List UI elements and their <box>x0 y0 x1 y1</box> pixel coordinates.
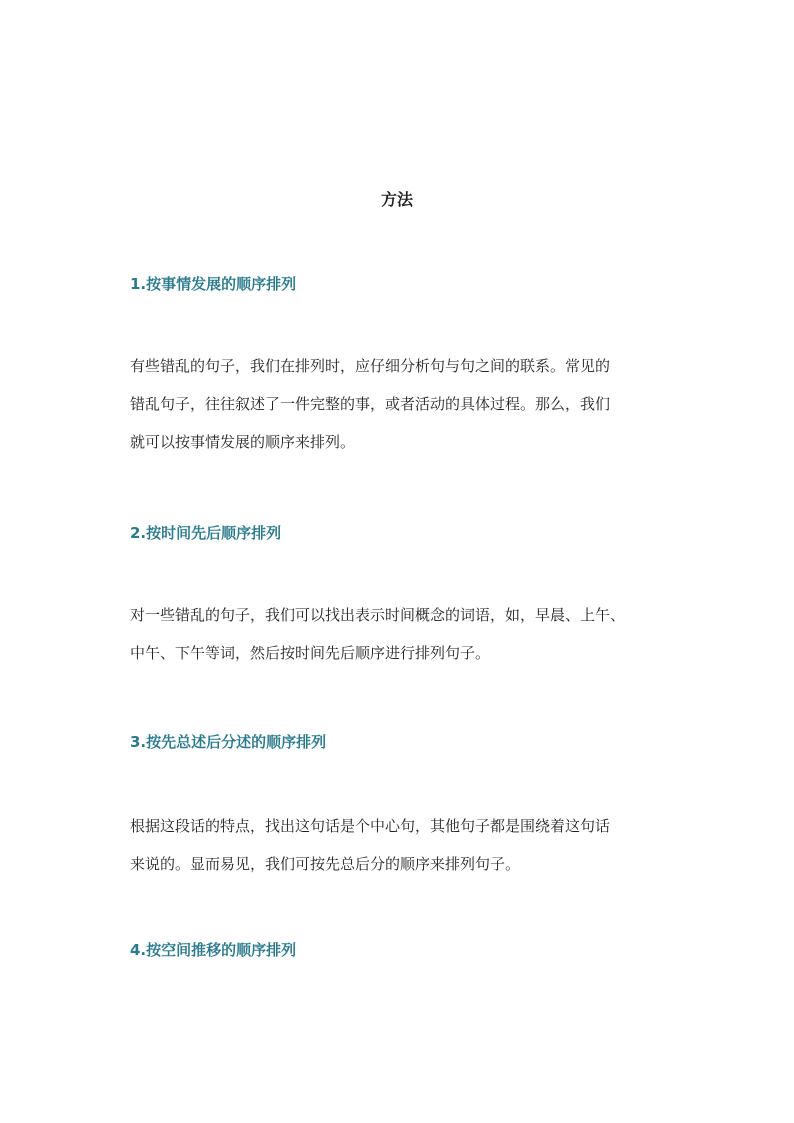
section-heading-2: 2.按时间先后顺序排列 <box>130 524 282 542</box>
paragraph-line: 根据这段话的特点，找出这句话是个中心句，其他句子都是围绕着这句话 <box>130 817 611 835</box>
page-title: 方法 <box>380 190 413 209</box>
section-heading-1: 1.按事情发展的顺序排列 <box>130 275 297 293</box>
section-heading-3: 3.按先总述后分述的顺序排列 <box>130 733 327 751</box>
paragraph-line: 中午、下午等词，然后按时间先后顺序进行排列句子。 <box>130 644 491 662</box>
paragraph-line: 错乱句子，往往叙述了一件完整的事，或者活动的具体过程。那么，我们 <box>130 395 611 413</box>
paragraph-line: 来说的。显而易见，我们可按先总后分的顺序来排列句子。 <box>130 855 521 873</box>
paragraph-line: 有些错乱的句子，我们在排列时，应仔细分析句与句之间的联系。常见的 <box>130 357 611 375</box>
section-paragraph-2 <box>130 596 670 672</box>
section-heading-4: 4.按空间推移的顺序排列 <box>130 941 297 959</box>
paragraph-line: 就可以按事情发展的顺序来排列。 <box>130 433 356 451</box>
section-paragraph-3 <box>130 807 670 883</box>
section-paragraph-1 <box>130 347 670 461</box>
paragraph-line: 对一些错乱的句子，我们可以找出表示时间概念的词语，如，早晨、上午、 <box>130 606 626 624</box>
